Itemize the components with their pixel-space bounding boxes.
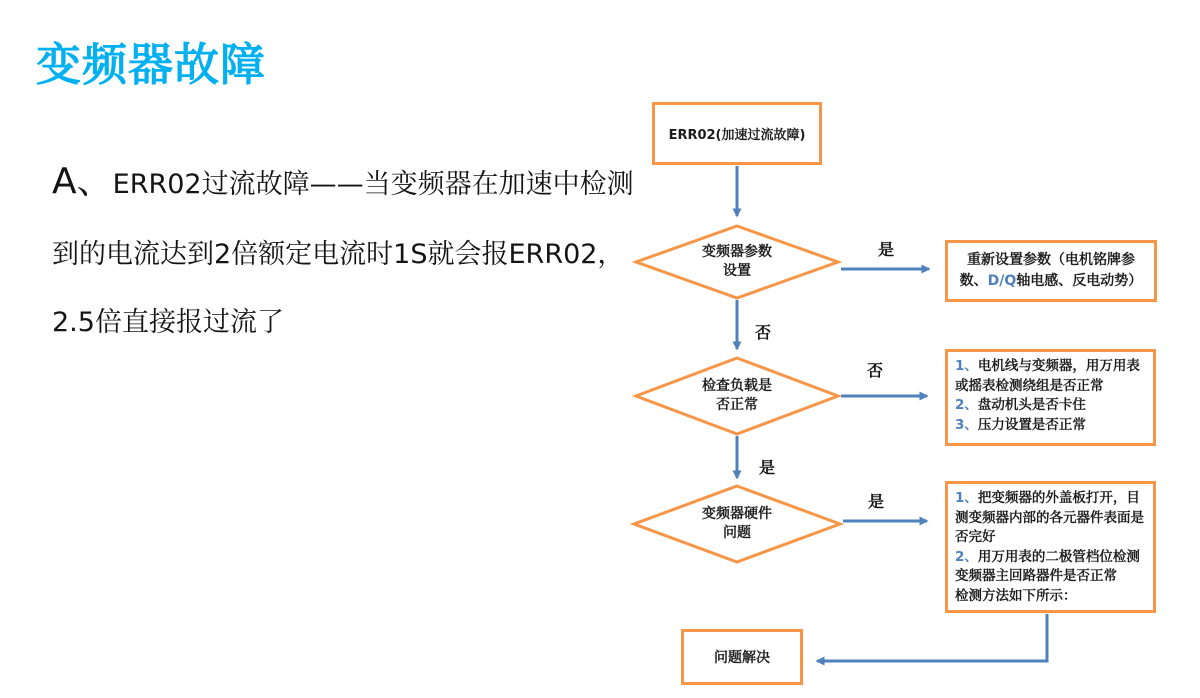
- load-item-1: [955, 357, 1146, 396]
- hardware-item-1: [955, 489, 1146, 548]
- edge-label-no-2: 否: [867, 361, 884, 380]
- load-item-1-text: 电机线与变频器，用万用表或摇表检测绕组是否正常: [955, 358, 1140, 394]
- reset-parameters-node: [945, 240, 1157, 302]
- hardware-item-2: [955, 548, 1146, 587]
- reset-text-seg1: 重新设置参数（电机铭牌参数、: [959, 252, 1135, 289]
- paragraph-line-2: 到的电流达到2倍额定电流时1S就会报ERR02，: [52, 239, 625, 270]
- hardware-check-node: [945, 481, 1156, 613]
- check-load-node: [945, 349, 1156, 446]
- paragraph-line-1-lead: A、: [52, 161, 113, 202]
- problem-solved-node: 问题解决: [681, 629, 803, 685]
- load-item-3: [955, 416, 1146, 436]
- decision3-label-line2: 问题: [723, 525, 751, 541]
- decision3-label: [637, 505, 837, 543]
- load-item-1-num: 1、: [955, 358, 978, 374]
- hardware-item-1-num: 1、: [955, 490, 978, 506]
- decision2-label-line2: 否正常: [716, 397, 758, 413]
- hardware-item-1-text: 把变频器的外盖板打开，目测变频器内部的各元器件表面是否完好: [955, 490, 1144, 545]
- paragraph-line-1-rest: ERR02过流故障——当变频器在加速中检测: [112, 169, 634, 200]
- hardware-tail-text: 检测方法如下所示：: [955, 587, 1077, 604]
- edge-label-no-1: 否: [755, 323, 772, 342]
- start-node: ERR02(加速过流故障): [652, 102, 822, 165]
- reset-text-seg3: 轴电感、反电动势）: [1016, 273, 1143, 289]
- reset-parameters-text: [954, 250, 1148, 292]
- decision1-label: [637, 243, 837, 281]
- page-title: 变频器故障: [36, 38, 267, 91]
- decision1-label-line1: 变频器参数: [702, 244, 772, 260]
- edge-label-yes-1: 是: [878, 240, 895, 259]
- decision2-label-line1: 检查负载是: [702, 378, 772, 394]
- decision3-label-line1: 变频器硬件: [702, 506, 772, 522]
- edge-label-yes-2: 是: [759, 458, 776, 477]
- connector-hardware-to-solved: [817, 614, 1047, 661]
- hardware-item-2-num: 2、: [955, 548, 978, 565]
- load-item-2: [955, 396, 1146, 416]
- hardware-item-2-text: 用万用表的二极管档位检测变频器主回路器件是否正常: [955, 548, 1140, 584]
- load-item-2-num: 2、: [955, 397, 978, 413]
- load-item-3-text: 压力设置是否正常: [977, 416, 1086, 433]
- load-item-3-num: 3、: [955, 416, 978, 433]
- edge-label-yes-3: 是: [868, 492, 885, 511]
- reset-text-dq: D/Q: [987, 273, 1017, 289]
- load-item-2-text: 盘动机头是否卡住: [977, 397, 1086, 413]
- decision1-label-line2: 设置: [723, 263, 751, 279]
- paragraph-line-3: 2.5倍直接报过流了: [52, 307, 284, 338]
- decision2-label: [637, 377, 837, 415]
